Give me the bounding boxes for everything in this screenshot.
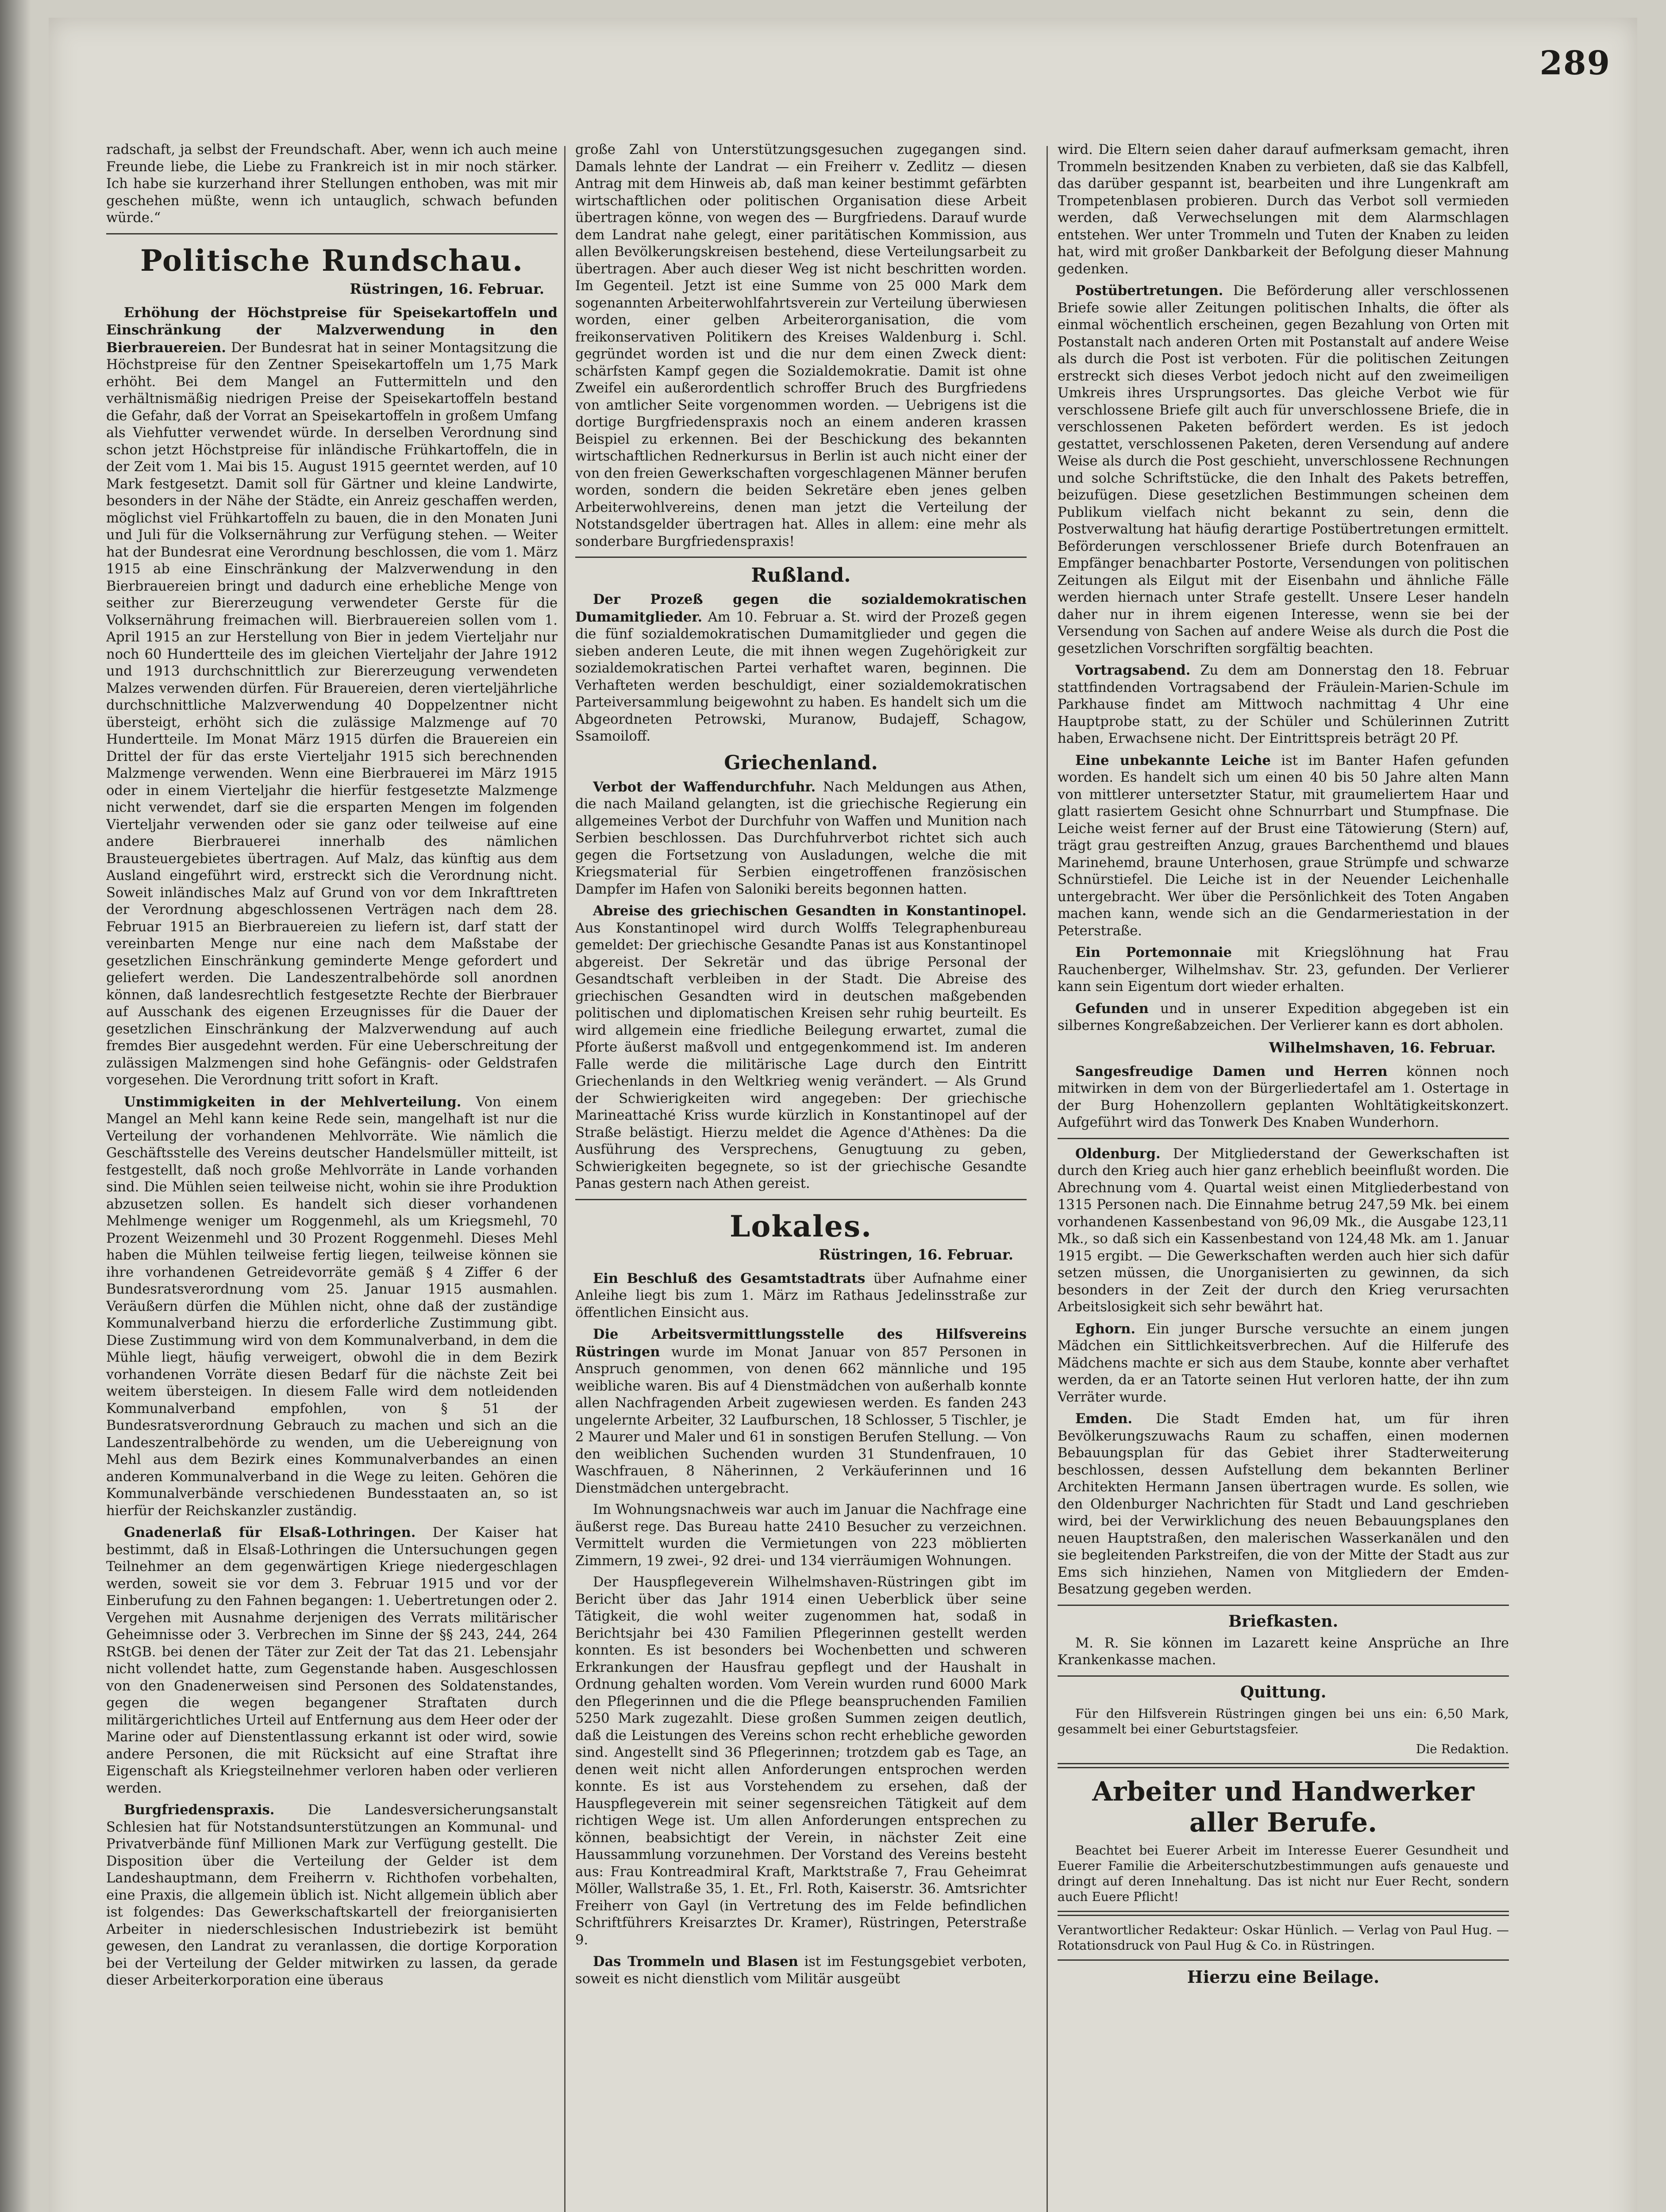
section-title-politische-rundschau: Politische Rundschau. bbox=[140, 243, 523, 278]
quittung-text: Für den Hilfsverein Rüstringen gingen bei uns ein: 6,50 Mark, gesammelt bei einer Geburtstagsfeier. bbox=[1058, 1706, 1509, 1736]
article-mehlverteilung bbox=[106, 1094, 558, 1520]
imprint: Verantwortlicher Redakteur: Oskar Hünlich. — Verlag von Paul Hug. — Rotationsdruck von Paul Hug & Co. in Rüstringen. bbox=[1058, 1922, 1509, 1953]
article-headline: Der Prozeß gegen die sozialdemokratischen Dumamitglieder. bbox=[575, 591, 1027, 625]
article-gefunden bbox=[1058, 1000, 1509, 1035]
divider bbox=[1058, 1911, 1509, 1916]
article-leiche bbox=[1058, 752, 1509, 940]
article-headline: Eghorn. bbox=[1075, 1321, 1135, 1337]
divider bbox=[575, 557, 1027, 558]
article-vortragsabend bbox=[1058, 662, 1509, 748]
article-text: Die Beförderung aller verschlossenen Briefe sowie aller Zeitungen politischen Inhalts, die öfter als einmal wöchentlich erscheinen, gegen Bezahlung von Orten mit Postanstalt nach anderen Orten mit Postanstalt auf andere Weise als durch die Post ist verboten. Für die politischen Zeitungen erstreckt sich dieses Verbot jedoch nicht auf den zweimeiligen Umkreis ihres Ursprungsortes. Das gleiche Verbot wie für verschlossene Briefe gilt auch für unverschlossene Briefe, die in verschlossenen Paketen befördert werden. Es ist jedoch gestattet, verschlossenen Paketen, deren Versendung auf andere Weise als durch die Post geschieht, unverschlossene Rechnungen und solche Schriftstücke, die den Inhalt des Pakets betreffen, beizufügen. Diese gesetzlichen Bestimmungen scheinen dem Publikum vielfach nicht bekannt zu sein, denn die Postverwaltung hat häufig derartige Postübertretungen ermittelt. Beförderungen verschlossener Briefe durch Botenfrauen an Empfänger benachbarter Postorte, Versendungen von politischen Zeitungen als Eilgut mit der Eisenbahn und ähnliche Fälle werden hiernach unter Strafe gestellt. Unsere Leser handeln daher nur in ihrem eigenen Interesse, wenn sie bei der Versendung von Sachen auf andere Weise als durch die Post die gesetzlichen Vorschriften sorgfältig beachten. bbox=[1058, 283, 1509, 657]
divider bbox=[1058, 1959, 1509, 1961]
article-headline: Die Arbeitsvermittlungsstelle des Hilfsvereins Rüstringen bbox=[575, 1326, 1027, 1360]
article-continuation: wird. Die Eltern seien daher darauf aufmerksam gemacht, ihren Trommeln besitzenden Knaben zu verbieten, daß sie das Kalbfell, das darüber gespannt ist, bearbeiten und ihre Lungenkraft am Trompetenblasen probieren. Durch das Verbot soll vermieden werden, daß Verwechselungen mit dem Alarmschlagen entstehen. Wer unter Trommeln und Tuten der Knaben zu leiden hat, wird mit großer Dankbarkeit der Befolgung dieser Mahnung gedenken. bbox=[1058, 142, 1509, 277]
column-rule bbox=[564, 146, 566, 2212]
article-waffendurchfuhr bbox=[575, 779, 1027, 899]
ad-title: Arbeiter und Handwerker aller Berufe. bbox=[1092, 1776, 1474, 1838]
column-2 bbox=[575, 142, 1027, 2212]
article-text: Am 10. Februar a. St. wird der Prozeß gegen die fünf sozialdemokratischen Dumamitglieder und gegen die sieben anderen Leute, die mit ihnen wegen Zugehörigkeit zur sozialdemokratischen Partei verhaftet waren, beginnen. Die Verhafteten werden beschuldigt, einer sozialdemokratischen Parteiversammlung beigewohnt zu haben. Es handelt sich um die Abgeordneten Petrowski, Muranow, Budajeff, Schagow, Ssamoiloff. bbox=[575, 609, 1027, 744]
article-headline: Verbot der Waffendurchfuhr. bbox=[593, 779, 816, 795]
article-text: wurde im Monat Januar von 857 Personen in Anspruch genommen, von denen 662 männliche und 195 weibliche waren. Bis auf 4 Dienstmädchen von außerhalb konnte allen Nachfragenden Arbeit zugewiesen werden. Es fanden 243 ungelernte Arbeiter, 32 Laufburschen, 18 Schlosser, 5 Tischler, je 2 Maurer und Maler und 61 in sonstigen Berufen Stellung. — Von den weiblichen Suchenden wurden 31 Stundenfrauen, 10 Waschfrauen, 8 Näherinnen, 2 Verkäuferinnen und 16 Dienstmädchen untergebracht. bbox=[575, 1344, 1027, 1496]
article-gnadenerlass bbox=[106, 1524, 558, 1797]
article-emden bbox=[1058, 1410, 1509, 1598]
divider bbox=[1058, 1763, 1509, 1768]
article-text: ist im Festungsgebiet verboten, soweit es nicht dienstlich vom Militär ausgeübt bbox=[575, 1954, 1027, 1987]
quittung-signature: Die Redaktion. bbox=[1416, 1741, 1509, 1756]
article-hauspflegeverein: Der Hauspflegeverein Wilhelmshaven-Rüstringen gibt im Bericht über das Jahr 1914 einen Ueberblick über seine Tätigkeit, die wohl weiter zugenommen hat, sodaß in Berichtsjahr bei 430 Familien Pflegerinnen gestellt werden konnten. Es ist besonders bei Wochenbetten und schweren Erkrankungen der Hausfrau gepflegt und der Haushalt in Ordnung gehalten worden. Vom Verein wurden rund 6000 Mark den Pflegerinnen und die die Pflege beanspruchenden Familien 5250 Mark zugezahlt. Diese großen Summen zeigen deutlich, daß die Leistungen des Vereins schon recht erhebliche geworden sind. Angestellt sind 36 Pflegerinnen; trotzdem gab es Tage, an denen weit nicht allen Anforderungen entsprochen werden konnte. Es ist aus Vorstehendem zu ersehen, daß der Hauspflegeverein mit seiner segensreichen Tätigkeit auf dem richtigen Wege ist. Um allen Anforderungen entsprechen zu können, beabsichtigt der Verein, in nächster Zeit eine Haussammlung vorzunehmen. Der Vorstand des Vereins besteht aus: Frau Kontreadmiral Kraft, Marktstraße 7, Frau Geheimrat Möller, Wallstraße 35, 1. Et., Frl. Roth, Kaiserstr. 36. Amtsrichter Freiherr von Gayl (in Vertretung des im Felde befindlichen Schriftführers Kreisarztes Dr. Kramer), Rüstringen, Peterstraße 9. bbox=[575, 1575, 1027, 1948]
article-gesandter bbox=[575, 902, 1027, 1193]
article-text: über Aufnahme einer Anleihe liegt bis zum 1. März im Rathaus Jedelinsstraße zur öffentlichen Einsicht aus. bbox=[575, 1271, 1027, 1321]
article-text: Der Kaiser hat bestimmt, daß in Elsaß-Lothringen die Untersuchungen gegen Teilnehmer an dem gegenwärtigen Kriege niedergeschlagen werden, soweit sie vor dem 3. Februar 1915 und vor der Einberufung zu den Fahnen begangen: 1. Uebertretungen oder 2. Vergehen mit Ausnahme derjenigen des Verrats militärischer Geheimnisse oder 3. Verbrechen im Sinne der §§ 243, 244, 264 RStGB. bei denen der Täter zur Zeit der Tat das 21. Lebensjahr nicht vollendet hatte, zum Gegenstande haben. Ausgeschlossen von den Gnadenerweisen sind Personen des Soldatenstandes, gegen die wegen begangener Straftaten durch militärgerichtliches Urteil auf Entfernung aus dem Heer oder der Marine oder auf Dienstentlassung erkannt ist oder wird, sowie andere Personen, die mit Rücksicht auf eine Straftat ihre Eigenschaft als Kriegsteilnehmer verloren haben oder verlieren werden. bbox=[106, 1525, 558, 1796]
column-3 bbox=[1058, 142, 1509, 2212]
article-text: können noch mitwirken in dem von der Bürgerliedertafel am 1. Ostertage in der Burg Hohenzollern geplanten Wohltätigkeitskonzert. Aufgeführt wird das Tonwerk Des Knaben Wunderhorn. bbox=[1058, 1064, 1509, 1130]
article-arbeitsvermittlung bbox=[575, 1326, 1027, 1497]
article-headline: Sangesfreudige Damen und Herren bbox=[1075, 1063, 1388, 1079]
article-headline: Emden. bbox=[1075, 1411, 1133, 1427]
article-continuation: große Zahl von Unterstützungsgesuchen zugegangen sind. Damals lehnte der Landrat — ein Freiherr v. Zedlitz — diesen Antrag mit dem Hinweis ab, daß man keiner bestimmt gefärbten wirtschaftlichen oder politischen Organisation diese Arbeit übertragen könne, von wegen des — Burgfriedens. Darauf wurde dem Landrat nahe gelegt, einer paritätischen Kommission, aus allen Bevölkerungskreisen bestehend, diese Verteilungsarbeit zu übertragen. Aber auch dieser Weg ist nicht beschritten worden. Im Gegenteil. Jetzt ist eine Summe von 25 000 Mark dem sogenannten Arbeiterwohlfahrtsverein zur Verteilung überwiesen worden, einer gelben Arbeiterorganisation, die vom freikonservativen Politikern des Kreises Waldenburg i. Schl. gegründet worden ist und die nur dem einen Zweck dient: schärfsten Kampf gegen die Sozialdemokratie. Damit ist ohne Zweifel ein außerordentlich schroffer Bruch des Burgfriedens von amtlicher Seite vorgenommen worden. — Uebrigens ist die dortige Burgfriedenspraxis noch an einem anderen krassen Beispiel zu erkennen. Bei der Beschickung des bekannten wirtschaftlichen Rednerkursus in Berlin ist auch nicht einer der von den freien Gewerkschaften vorgeschlagenen Männer berufen worden, sondern die beiden Sekretäre eben jenes gelben Arbeiterwohlvereins, denen man jetzt die Verteilung der Notstandsgelder übertragen hat. Alles in allem: eine mehr als sonderbare Burgfriedenspraxis! bbox=[575, 142, 1027, 549]
article-text: Aus Konstantinopel wird durch Wolffs Telegraphenbureau gemeldet: Der griechische Gesandte Panas ist aus Konstantinopel abgereist. Der Sekretär und das übrige Personal der Gesandtschaft verbleiben in der Stadt. Die Abreise des griechischen Gesandten wird in deutschen maßgebenden politischen und diplomatischen Kreisen sehr ruhig beurteilt. Es wird allgemein eine friedliche Beilegung erwartet, zumal die Pforte äußerst maßvoll und entgegenkommend ist. Im anderen Falle werde die militärische Lage durch den Eintritt Griechenlands in den Weltkrieg wenig verändert. — Als Grund der Schwierigkeiten wird angegeben: Der griechische Marineattaché Kriss wurde kürzlich in Konstantinopel auf der Straße belästigt. Hierzu meldet die Agence d'Athènes: Da die Ausführung des Versprechens, Genugtuung zu geben, Schwierigkeiten begegnete, so ist der griechische Gesandte Panas gestern nach Athen gereist. bbox=[575, 920, 1027, 1191]
article-text: Von einem Mangel an Mehl kann keine Rede sein, mangelhaft ist nur die Verteilung der vorhandenen Mehlvorräte. Wie nämlich die Geschäftsstelle des Vereins deutscher Handelsmüller mitteilt, ist festgestellt, daß noch große Mehlvorräte in Lande vorhanden sind. Die Mühlen seien teilweise nicht, wohin sie ihre Produktion abzusetzen sollen. Es handelt sich dieser vorhandenen Mehlmenge weniger um Roggenmehl, als um Kriegsmehl, 70 Prozent Weizenmehl und 30 Prozent Roggenmehl. Dieses Mehl haben die Mühlen teilweise fertig liegen, teilweise können sie ihre vorhandenen Getreidevorräte gemäß § 4 Ziffer 6 der Bundesratsverordnung vom 25. Januar 1915 ausmahlen. Veräußern dürfen die Mühlen nicht, ohne daß der zuständige Kommunalverband hierzu die erforderliche Zustimmung gibt. Diese Zustimmung wird von dem Kommunalverband, in dem die Mühle liegt, häufig verweigert, obwohl die in dem Bezirk vorhandenen Vorräte diesen Bedarf für die nächste Zeit bei weitem übersteigen. In diesem Falle wird dem notleidenden Kommunalverband empfohlen, von § 51 der Bundesratsverordnung Gebrauch zu machen und sich an die Landeszentralbehörde zu wenden, um die Uebereignung von Mehl aus dem Bezirk eines Kommunalverbandes an einen anderen Kommunalverband in die Wege zu leiten. Gehören die Kommunalverbände verschiedenen Bundesstaaten an, so ist hierfür der Reichskanzler zuständig. bbox=[106, 1094, 558, 1519]
briefkasten-text: M. R. Sie können im Lazarett keine Ansprüche an Ihre Krankenkasse machen. bbox=[1058, 1635, 1509, 1668]
section-title-quittung: Quittung. bbox=[1240, 1682, 1327, 1701]
article-headline: Gefunden bbox=[1075, 1000, 1149, 1017]
dateline: Rüstringen, 16. Februar. bbox=[350, 280, 544, 297]
article-burgfriedenspraxis bbox=[106, 1801, 558, 1989]
ad-text: Beachtet bei Euerer Arbeit im Interesse Euerer Gesundheit und Euerer Familie die Arbeiterschutzbestimmungen aufs genaueste und dringt auf deren Innehaltung. Das ist nicht nur Euer Recht, sondern auch Euere Pflicht! bbox=[1058, 1843, 1509, 1904]
article-text: ist im Banter Hafen gefunden worden. Es handelt sich um einen 40 bis 50 Jahre alten Mann von mittlerer untersetzter Statur, mit graumeliertem Haar und glatt rasiertem Gesicht ohne Schnurrbart und Stumpfnase. Die Leiche weist ferner auf der Brust eine Tätowierung (Stern) auf, trägt grau gestreiften Anzug, graues Barchenthemd und blaues Marinehemd, braune Unterhosen, graue Strümpfe und schwarze Schnürstiefel. Die Leiche ist in der Neuender Leichenhalle untergebracht. Wer über die Persönlichkeit des Toten Angaben machen kann, wende sich an die Gendarmeriestation in der Peterstraße. bbox=[1058, 753, 1509, 939]
article-headline: Ein Portemonnaie bbox=[1075, 945, 1232, 960]
scan-edge bbox=[0, 0, 31, 2212]
section-title-lokales: Lokales. bbox=[729, 1209, 873, 1244]
article-portemonnaie bbox=[1058, 944, 1509, 996]
article-text: mit Kriegslöhnung hat Frau Rauchenberger, Wilhelmshav. Str. 23, gefunden. Der Verlierer kann sein Eigentum dort wieder erhalten. bbox=[1058, 945, 1509, 995]
article-text: Ein junger Bursche versuchte an einem jungen Mädchen ein Sittlichkeitsverbrechen. Auf die Hilferufe des Mädchens machte er sich aus dem Staube, konnte aber verhaftet werden, da er an Tatorte seinen Hut verloren hatte, der ihn zum Verräter wurde. bbox=[1058, 1321, 1509, 1405]
article-dumaprozess bbox=[575, 591, 1027, 745]
column-rule bbox=[1047, 146, 1048, 2212]
divider bbox=[106, 233, 558, 234]
article-text: Der Mitgliederstand der Gewerkschaften ist durch den Krieg auch hier ganz erheblich beeinflußt worden. Die Abrechnung vom 4. Quartal weist einen Mitgliederbestand von 1315 Personen nach. Die Einnahme betrug 247,59 Mk. bei einem vorhandenen Kassenbestand von 96,09 Mk., die Ausgabe 123,11 Mk., so daß sich ein Kassenbestand von 124,48 Mk. am 1. Januar 1915 ergibt. — Die Gewerkschaften werden auch hier sich dafür setzen müssen, die Unorganisierten zu gewinnen, da sich besonders in der Zeit der durch den Krieg verursachten Arbeitslosigkeit sich sehr bewährt hat. bbox=[1058, 1146, 1509, 1315]
column-1 bbox=[106, 142, 558, 2212]
section-title-russland: Rußland. bbox=[751, 564, 851, 587]
article-headline: Unstimmigkeiten in der Mehlverteilung. bbox=[124, 1094, 462, 1110]
section-title-briefkasten: Briefkasten. bbox=[1228, 1612, 1339, 1631]
article-wohnungsnachweis: Im Wohnungsnachweis war auch im Januar die Nachfrage eine äußerst rege. Das Bureau hatte 2410 Besucher zu verzeichnen. Vermittelt wurden die Vermietungen von 223 möblierten Zimmern, 19 zwei-, 92 drei- und 134 vierräumigen Wohnungen. bbox=[575, 1502, 1027, 1569]
divider bbox=[1058, 1605, 1509, 1606]
beilage-note: Hierzu eine Beilage. bbox=[1187, 1966, 1380, 1987]
article-trommeln bbox=[575, 1953, 1027, 1988]
article-sangesfreudige bbox=[1058, 1063, 1509, 1132]
divider bbox=[575, 1199, 1027, 1200]
article-text: Die Stadt Emden hat, um für ihren Bevölkerungszuwachs Raum zu schaffen, einen modernen Bebauungsplan für das Gebiet ihrer Stadterweiterung beschlossen, dessen Aufstellung dem bekannten Berliner Architekten Hermann Jansen übertragen wurde. Es sollen, wie den Oldenburger Nachrichten für Stadt und Land geschrieben wird, bei der Verwirklichung des neuen Bebauungsplanes den neuen Hauptstraßen, den malerischen Wasserkanälen und den sie begleitenden Parkstreifen, die von der Mitte der Stadt aus zur Ems sich hinziehen, Namen von Mitgliedern der Emden-Besatzung gegeben werden. bbox=[1058, 1411, 1509, 1597]
article-headline: Abreise des griechischen Gesandten in Konstantinopel. bbox=[593, 903, 1027, 919]
article-text: Die Landesversicherungsanstalt Schlesien hat für Notstandsunterstützungen an Kommunal- und Privatverbände fünf Millionen Mark zur Verfügung gestellt. Die Disposition über die Verteilung der Gelder ist dem Landeshauptmann, dem Freiherrn v. Richthofen vorbehalten, eine Praxis, die allgemein üblich ist. Nicht allgemein üblich aber ist folgendes: Das Gewerkschaftskartell der freiorganisierten Arbeiter in niederschlesischen Industriebezirk ist bemüht gewesen, den Landrat zu veranlassen, die dortige Korporation bei der Verteilung der Gelder mitwirken zu lassen, da gerade dieser Arbeiterkorporation eine überaus bbox=[106, 1802, 558, 1988]
article-headline: Ein Beschluß des Gesamtstadtrats bbox=[593, 1270, 866, 1286]
article-postuebertretungen bbox=[1058, 282, 1509, 657]
article-headline: Oldenburg. bbox=[1075, 1145, 1161, 1162]
article-continuation: radschaft, ja selbst der Freundschaft. Aber, wenn ich auch meine Freunde liebe, die Liebe zu Frankreich ist in mir noch stärker. Ich habe sie kurzerhand ihrer Stellungen enthoben, was mit mir geschehen müßte, wenn ich untauglich, schwach befunden würde.“ bbox=[106, 142, 558, 226]
article-headline: Eine unbekannte Leiche bbox=[1075, 752, 1271, 768]
article-kartoffeln bbox=[106, 304, 558, 1089]
article-headline: Postübertretungen. bbox=[1075, 283, 1224, 299]
article-eghorn bbox=[1058, 1321, 1509, 1406]
dateline: Rüstringen, 16. Februar. bbox=[819, 1246, 1013, 1263]
article-oldenburg bbox=[1058, 1145, 1509, 1316]
article-text: Zu dem am Donnerstag den 18. Februar stattfindenden Vortragsabend der Fräulein-Marien-Schule im Parkhause findet am Mittwoch nachmittag 4 Uhr eine Hauptprobe statt, zu der Schüler und Schülerinnen Zutritt haben, Erwachsene nicht. Der Eintrittspreis beträgt 20 Pf. bbox=[1058, 663, 1509, 746]
divider bbox=[1058, 1138, 1509, 1139]
article-headline: Vortragsabend. bbox=[1075, 662, 1191, 678]
section-title-griechenland: Griechenland. bbox=[724, 751, 878, 774]
article-text: Nach Meldungen aus Athen, die nach Mailand gelangten, ist die griechische Regierung ein allgemeines Verbot der Durchfuhr von Waffen und Munition nach Serbien beschlossen. Das Durchfuhrverbot richtet sich auch gegen die Fortsetzung von Ausladungen, welche die mit Kriegsmaterial für Serbien eingetroffenen französischen Dampfer im Hafen von Saloniki bereits begonnen hatten. bbox=[575, 779, 1027, 897]
article-headline: Gnadenerlaß für Elsaß-Lothringen. bbox=[124, 1525, 416, 1540]
article-text: und in unserer Expedition abgegeben ist ein silbernes Kongreßabzeichen. Der Verlierer kann es dort abholen. bbox=[1058, 1001, 1509, 1033]
article-text: Der Bundesrat hat in seiner Montagsitzung die Höchstpreise für den Zentner Speisekartoffeln um 1,75 Mark erhöht. Bei dem Mangel an Futtermitteln und den verhältnismäßig niedrigen Preise der Speisekartoffeln bestand die Gefahr, daß der Vorrat an Speisekartoffeln in großem Umfang als Viehfutter verwendet würde. In derselben Verordnung sind schon jetzt Höchstpreise für inländische Frühkartoffeln, die in der Zeit vom 1. Mai bis 15. August 1915 geerntet werden, auf 10 Mark festgesetzt. Damit soll für Gärtner und kleine Landwirte, besonders in der Nähe der Städte, ein Anreiz geschaffen werden, möglichst viel Frühkartoffeln zu bauen, die in den Monaten Juni und Juli für die Volksernährung zur Verfügung stehen. — Weiter hat der Bundesrat eine Verordnung beschlossen, die vom 1. März 1915 ab eine Einschränkung der Malzverwendung in den Bierbrauereien bringt und dadurch eine erhebliche Menge von seither zur Biererzeugung verwendeter Gerste für die Volksernährung freimachen will. Bierbrauereien sollen vom 1. April 1915 an zur Herstellung von Bier in jedem Vierteljahr nur noch 60 Hundertteile des im gleichen Vierteljahr der Jahre 1912 und 1913 durchschnittlich zur Biererzeugung verwendeten Malzes verwenden dürfen. Für Brauereien, deren vierteljährliche durchschnittliche Malzverwendung 40 Doppelzentner nicht übersteigt, erhöht sich die zulässige Malzmenge auf 70 Hundertteile. Im Monat März 1915 dürfen die Brauereien ein Drittel der für das erste Vierteljahr 1915 sich berechnenden Malzmenge verwenden. Wenn eine Bierbrauerei im März 1915 oder in einem Vierteljahr die hierfür festgesetzte Malzmenge nicht verwendet, darf sie die ersparten Mengen im folgenden Vierteljahr verwenden oder sie ganz oder teilweise auf eine andere Bierbrauerei innerhalb des nämlichen Brausteuergebietes übertragen. Auf Malz, das künftig aus dem Ausland eingeführt wird, erstreckt sich die Verordnung nicht. Soweit inländisches Malz auf Grund von vor dem Inkrafttreten der Verordnung abgeschlossenen Verträgen nach dem 28. Februar 1915 an Bierbrauereien zu liefern ist, darf statt der vereinbarten Menge nur eine nach dem Maßstabe der gesetzlichen Einschränkung geminderte Menge gefordert und geliefert werden. Die Landeszentralbehörde soll anordnen können, daß landesrechtlich festgesetzte Rechte der Bierbrauer auf Ausschank des eigenen Erzeugnisses für die Dauer der gesetzlichen Einschränkung der Malzverwendung auf auch fremdes Bier ausgedehnt werden. Für eine Ueberschreitung der zulässigen Malzmengen sind hohe Gefängnis- oder Geldstrafen vorgesehen. Die Verordnung tritt sofort in Kraft. bbox=[106, 340, 558, 1088]
divider bbox=[1058, 1675, 1509, 1677]
article-headline: Erhöhung der Höchstpreise für Speisekartoffeln und Einschränkung der Malzverwendung in den Bierbrauereien. bbox=[106, 304, 558, 356]
article-headline: Burgfriedenspraxis. bbox=[124, 1802, 275, 1818]
article-gesamtstadtrat bbox=[575, 1270, 1027, 1322]
page-number: 289 bbox=[1539, 44, 1611, 82]
article-headline: Das Trommeln und Blasen bbox=[593, 1954, 798, 1970]
dateline: Wilhelmshaven, 16. Februar. bbox=[1269, 1039, 1496, 1056]
